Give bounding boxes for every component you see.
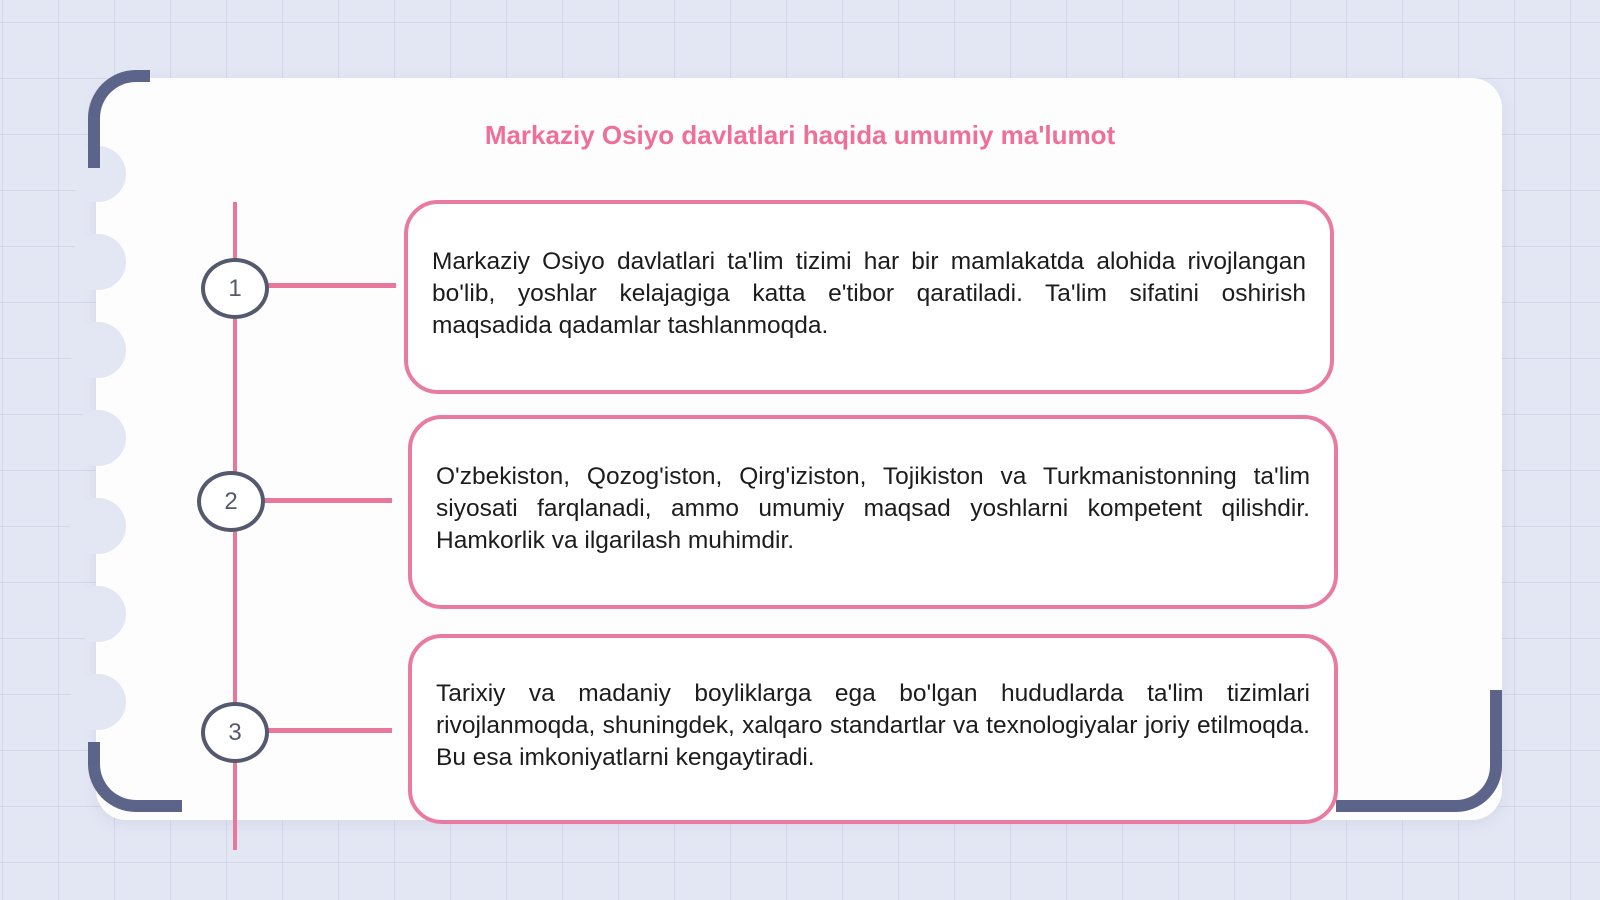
- frame-corner-bottom-right: [1336, 690, 1502, 812]
- timeline-connector: [266, 283, 396, 288]
- info-box-1: [404, 200, 1334, 394]
- step-number-3: 3: [201, 702, 269, 763]
- info-text-3: Tarixiy va madaniy boyliklarga ega bo'lgan hududlarda ta'lim tizimlari rivojlanmoqda, shuningdek, xalqaro standartlar va texnologiyalar joriy etilmoqda. Bu esa imkoniyatlarni kengaytiradi.: [436, 680, 1310, 771]
- card-notch: [70, 498, 126, 554]
- card-notch: [70, 322, 126, 378]
- card-notch: [70, 234, 126, 290]
- step-number-1: 1: [201, 258, 269, 319]
- frame-corner-top-left: [88, 70, 150, 168]
- card-notch: [70, 410, 126, 466]
- info-text-2: O'zbekiston, Qozog'iston, Qirg'iziston, Tojikiston va Turkmanistonning ta'lim siyosati farqlanadi, ammo umumiy maqsad yoshlarni kompetent qilishdir. Hamkorlik va ilgarilash muhimdir.: [436, 463, 1310, 554]
- info-text-1: Markaziy Osiyo davlatlari ta'lim tizimi har bir mamlakatda alohida rivojlangan bo'lib, yoshlar kelajagiga katta e'tibor qaratiladi. Ta'lim sifatini oshirish maqsadida qadamlar tashlanmoqda.: [432, 248, 1306, 339]
- card-notch: [70, 586, 126, 642]
- slide-title: Markaziy Osiyo davlatlari haqida umumiy ma'lumot: [484, 120, 1116, 150]
- card-notch: [70, 674, 126, 730]
- step-number-2: 2: [197, 471, 265, 532]
- info-box-3: [408, 634, 1338, 824]
- info-box-2: [408, 415, 1338, 609]
- timeline-connector: [262, 498, 392, 503]
- timeline-connector: [264, 728, 392, 733]
